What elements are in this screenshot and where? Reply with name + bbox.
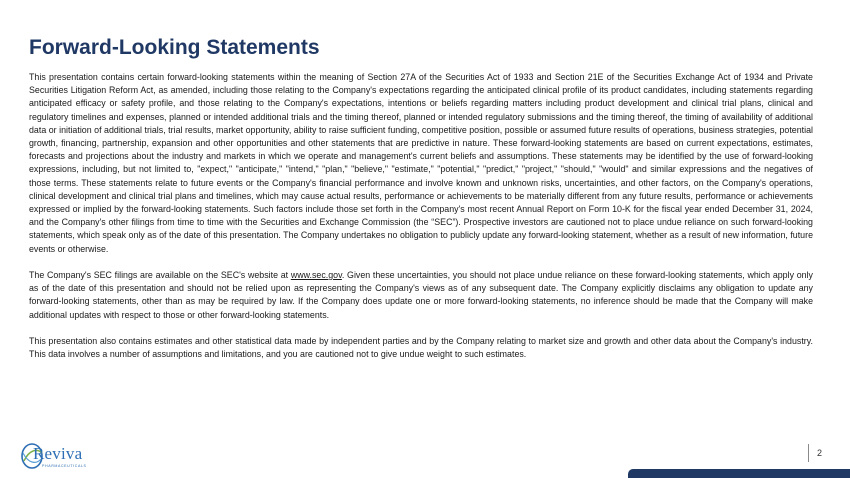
page-title: Forward-Looking Statements [29, 36, 320, 59]
paragraph-sec-filings-start: The Company's SEC filings are available on the SEC's website at [29, 270, 291, 281]
paragraph-estimates: This presentation also contains estimates and other statistical data made by independent parties and by the Company relating to market size and growth and other data about the Company's industry. This data involves a number of assumptions and limitations, and you are cautioned not to give undue weight to such estimates. [29, 336, 813, 360]
paragraph-sec-filings [29, 269, 813, 322]
logo-wordmark: Reviva [33, 444, 83, 463]
page-number: 2 [817, 448, 823, 458]
footer-divider [808, 444, 809, 462]
paragraph-sec-filings-end: . Given these uncertainties, you should not place undue reliance on these forward-looking statements, which apply only as of the date of this presentation and should not be relied upon as representing the Company's views as of any subsequent date. The Company explicitly disclaims any obligation to update any forward-looking statements, other than as may be required by law. If the Company does update one or more forward-looking statements, no inference should be made that the Company will make additional updates with respect to those or other forward-looking statements. [29, 270, 813, 320]
sec-website-link[interactable]: www.sec.gov [290, 270, 342, 281]
paragraph-forward-looking: This presentation contains certain forward-looking statements within the meaning of Section 27A of the Securities Act of 1933 and Section 21E of the Securities Exchange Act of 1934 and Private Securities Litigation Reform Act, as amended, including those relating to the Company's expectations regarding the anticipated clinical profile of its product candidates, including statements regarding anticipated efficacy or safety profile, and those relating to the Company's expectations, intentions or beliefs regarding matters including product development and clinical trial plans, clinical and regulatory timelines and expenses, planned or intended additional trials and the timing thereof, planned or intended regulatory submissions and the timing thereof, the timing of availability of additional data or initiation of additional trials, trial results, market opportunity, ability to raise sufficient funding, competitive position, possible or assumed future results of operations, business strategies, potential growth, financing, partnership, expansion and other opportunities and other statements that are predictive in nature. These forward-looking statements are based on current expectations, estimates, forecasts and projections about the industry and markets in which we operate and management's current beliefs and assumptions. These statements may be identified by the use of forward-looking expressions, including, but not limited to, "expect," "anticipate," "intend," "plan," "believe," "estimate," "potential," "predict," "project," "should," "would" and similar expressions and the negatives of those terms. These statements relate to future events or the Company's financial performance and involve known and unknown risks, uncertainties, and other factors, on the Company's operations, clinical development and clinical trial plans and timelines, which may cause actual results, performance or achievements to be materially different from any future results, performance or achievements expressed or implied by the forward-looking statements. Such factors include those set forth in the Company's most recent Annual Report on Form 10-K for the fiscal year ended December 31, 2024, and the Company's other filings from time to time with the Securities and Exchange Commission (the “SEC”). Prospective investors are cautioned not to place undue reliance on such forward-looking statements, which speak only as of the date of this presentation. The Company undertakes no obligation to publicly update any forward-looking statement, whether as a result of new information, future events or otherwise. [29, 72, 813, 254]
disclaimer-body [29, 71, 813, 375]
footer-accent-bar [628, 469, 850, 478]
reviva-logo [20, 441, 120, 471]
logo-subtext: PHARMACEUTICALS [42, 464, 87, 468]
